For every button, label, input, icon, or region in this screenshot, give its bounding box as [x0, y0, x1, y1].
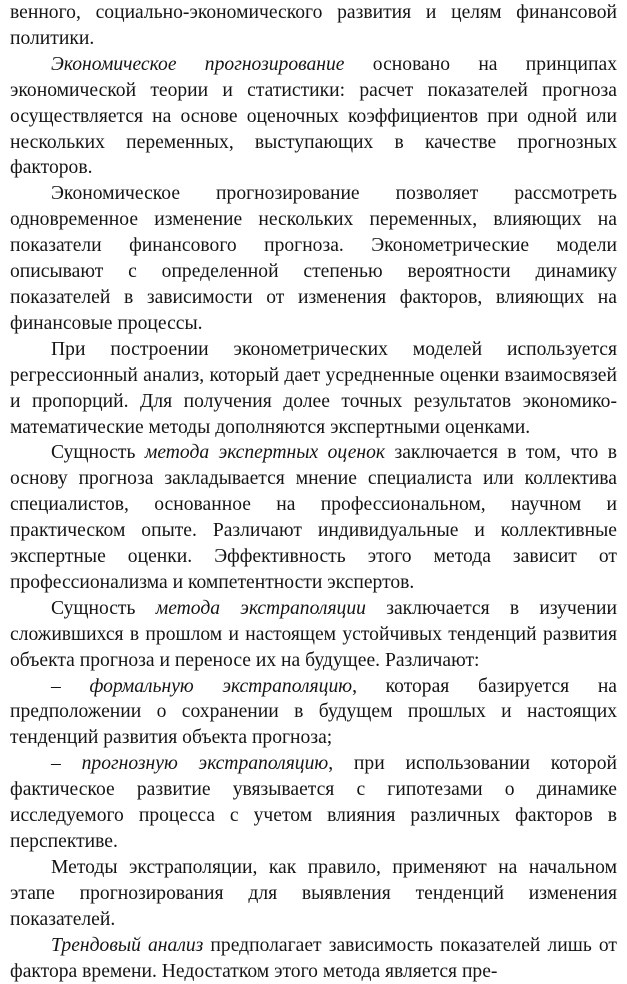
paragraph	[10, 337, 617, 441]
text-run: основано на принципах экономической теории и статистики: расчет показателей прогноза осуществляется на основе оценочных коэффициентов при одной или нескольких переменных, выступающих в качестве прогнозных факторов.	[10, 53, 617, 179]
italic-term: формальную экстраполяцию	[89, 675, 353, 697]
paragraph	[10, 52, 617, 182]
text-run: Экономическое прогнозирование позволяет рассмотреть одновременное изменение нескольких переменных, влияющих на показатели финансового прогноза. Эконометрические модели описывают с определенной степенью вероятности динамику показателей в зависимости от изменения факторов, влияющих на финансовые процессы.	[10, 183, 617, 334]
paragraph	[10, 181, 617, 336]
text-run: , которая базируется на предположении о сохранении в будущем прошлых и настоящих тенденций развития объекта прогноза;	[10, 675, 618, 749]
paragraph	[10, 0, 617, 52]
text-run: Сущность	[51, 597, 156, 619]
text-run: предполагает зависимость показателей лишь от фактора времени. Недостатком этого метода является пре-	[10, 934, 617, 982]
italic-term: прогнозную экстраполяцию	[81, 753, 329, 775]
text-run: венного, социально-экономического развития и целям финансовой политики.	[10, 2, 617, 49]
dash-marker: –	[51, 753, 82, 775]
italic-term: Трендовый анализ	[51, 934, 204, 956]
text-run: Методы экстраполяции, как правило, применяют на начальном этапе прогнозирования для выявления тенденций изменения показателей.	[10, 856, 617, 930]
text-run: Сущность	[51, 442, 145, 464]
paragraph	[10, 933, 617, 984]
text-run: заключается в изучении сложившихся в прошлом и настоящем устойчивых тенденций развития объекта прогноза и переносе их на будущее. Различают:	[10, 597, 617, 671]
text-run: , при использовании которой фактическое развитие увязывается с гипотезами о динамике исследуемого процесса с учетом влияния различных факторов в перспективе.	[10, 753, 617, 852]
list-item	[10, 751, 617, 855]
list-item	[10, 674, 617, 752]
paragraph	[10, 440, 617, 595]
paragraph	[10, 855, 617, 933]
italic-term: Экономическое прогнозирование	[51, 53, 345, 75]
text-run: заключается в том, что в основу прогноза закладывается мнение специалиста или коллектива специалистов, основанное на профессиональном, научном и практическом опыте. Различают индивидуальные и коллективные экспертные оценки. Эффективность этого метода зависит от профессионализма и компетентности экспертов.	[10, 442, 617, 593]
text-run: При построении эконометрических моделей используется регрессионный анализ, который дает усредненные оценки взаимосвязей и пропорций. Для получения долее точных результатов экономико-математические методы дополняются экспертными оценками.	[10, 338, 617, 438]
italic-term: метода экспертных оценок	[144, 442, 386, 464]
italic-term: метода экстраполяции	[155, 597, 366, 619]
paragraph	[10, 596, 617, 674]
dash-marker: –	[51, 675, 90, 697]
document-page	[10, 0, 617, 984]
